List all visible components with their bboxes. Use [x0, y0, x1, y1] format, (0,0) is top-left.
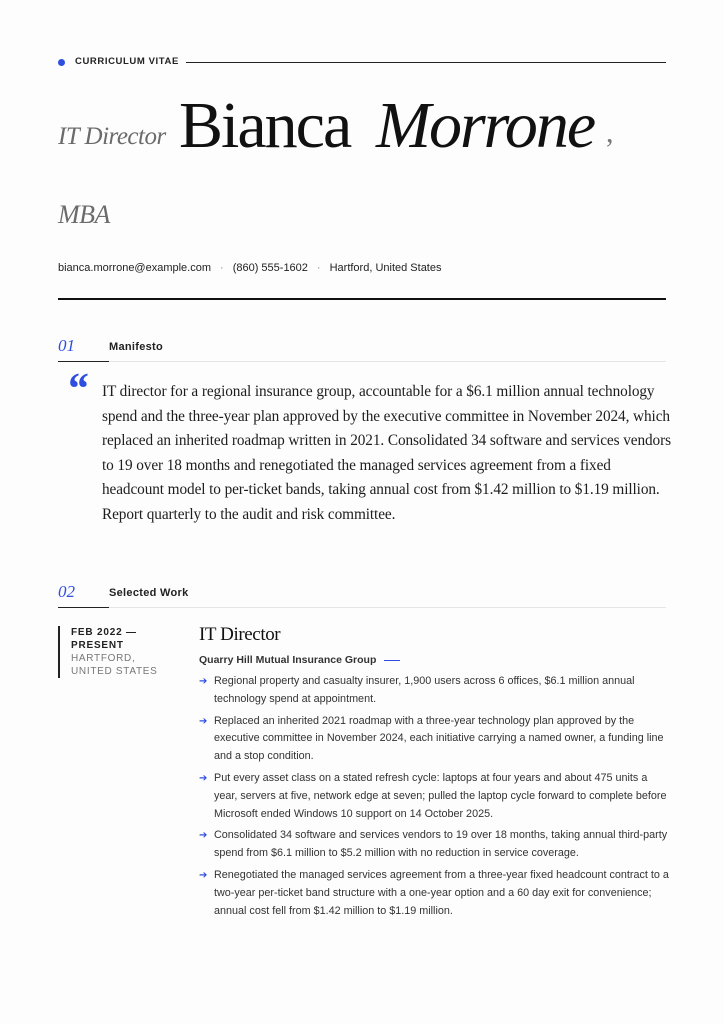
- accent-dot-icon: [58, 59, 65, 66]
- organization-name: Quarry Hill Mutual Insurance Group: [199, 654, 377, 666]
- name-comma: ,: [606, 116, 614, 149]
- job-organization: [199, 653, 400, 667]
- list-item: [199, 713, 669, 766]
- bullet-text: Renegotiated the managed services agreement from a three-year fixed headcount contract to a two-year per-ticket band structure with a one-year option and a 60 day exit for convenience; annual cost fell from $1.42 million to $1.19 million.: [214, 868, 669, 917]
- job-location: UNITED STATES: [71, 666, 158, 677]
- quote-mark-icon: “: [66, 364, 88, 413]
- contact-separator: ·: [316, 262, 321, 274]
- contact-phone[interactable]: (860) 555-1602: [232, 262, 308, 274]
- cv-header-rule: [58, 56, 666, 70]
- job-dates: PRESENT: [71, 640, 124, 651]
- bullet-text: Consolidated 34 software and services vendors to 19 over 18 months, taking annual third-party spend from $6.1 million to $5.2 million with no reduction in service coverage.: [214, 829, 668, 860]
- name-suffix: MBA: [58, 200, 110, 229]
- header-bottom-rule: [58, 298, 666, 300]
- bullet-text: Put every asset class on a stated refresh cycle: laptops at four years and about 475 units a year, servers at five, network edge at seven; pulled the laptop cycle forward to complete before Microsoft ended Windows 10 support on 14 October 2025.: [214, 771, 667, 820]
- list-item: [199, 827, 669, 863]
- section-title: Manifesto: [109, 341, 164, 353]
- header-divider: [186, 62, 666, 63]
- bullet-text: Replaced an inherited 2021 roadmap with a three-year technology plan approved by the executive committee in November 2024, each initiative carrying a named owner, a funding line and a stop condition.: [214, 714, 664, 763]
- last-name: Morrone: [376, 89, 595, 162]
- organization-dash: [384, 660, 400, 661]
- arrow-right-icon: ➔: [199, 830, 208, 842]
- section-rule: [109, 361, 666, 362]
- arrow-right-icon: ➔: [199, 715, 208, 727]
- section-number: 02: [58, 582, 75, 601]
- section-rule-accent: [58, 607, 109, 608]
- section-header-manifesto: [58, 336, 666, 366]
- list-item: [199, 673, 669, 709]
- section-rule-accent: [58, 361, 109, 362]
- section-rule: [109, 607, 666, 608]
- contact-line: [58, 260, 441, 276]
- contact-separator: ·: [220, 262, 224, 274]
- job-location: HARTFORD,: [71, 653, 136, 664]
- contact-email[interactable]: bianca.morrone@example.com: [58, 262, 212, 274]
- list-item: [199, 867, 669, 920]
- bullet-text: Regional property and casualty insurer, 1,900 users across 6 offices, $6.1 million annual technology spend at appointment.: [214, 675, 635, 705]
- contact-location: Hartford, United States: [329, 262, 442, 274]
- first-name: Bianca: [179, 89, 351, 162]
- job-bullets: [199, 673, 669, 924]
- arrow-right-icon: ➔: [199, 772, 208, 784]
- role-title: IT Director: [58, 123, 166, 150]
- job-dates: FEB 2022 —: [71, 627, 137, 638]
- job-title: IT Director: [199, 624, 281, 645]
- arrow-right-icon: ➔: [199, 869, 208, 881]
- manifesto-text: IT director for a regional insurance group, accountable for a $6.1 million annual technology spend and the three-year plan approved by the executive committee in November 2024, which replaced an inherited roadmap written in 2021. Consolidated 34 software and services vendors to 19 over 18 months and renegotiated the managed services agreement from a fixed headcount model to per-ticket bands, taking annual cost from $1.42 million to $1.19 million. Report quarterly to the audit and risk committee.: [102, 383, 671, 523]
- section-header-work: [58, 582, 666, 612]
- section-number: 01: [58, 336, 75, 355]
- arrow-right-icon: ➔: [199, 676, 208, 687]
- section-title: Selected Work: [109, 587, 189, 599]
- job-meta: [58, 626, 191, 678]
- list-item: [199, 770, 669, 823]
- document-label: CURRICULUM VITAE: [75, 56, 179, 67]
